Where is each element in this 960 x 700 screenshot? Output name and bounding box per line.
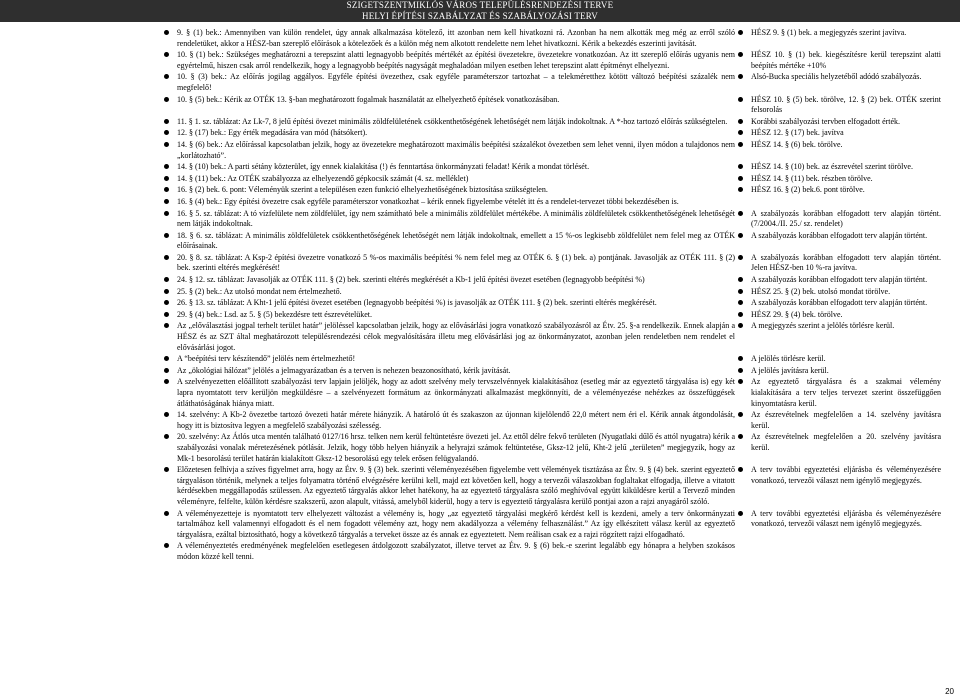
bullet-icon bbox=[164, 52, 169, 57]
comment-text bbox=[177, 253, 735, 274]
comment-text bbox=[177, 465, 735, 507]
table-row bbox=[0, 541, 960, 562]
table-row bbox=[0, 366, 960, 377]
response-label: Az észrevételnek megfelelően a 20. szelvény javításra kerül. bbox=[751, 432, 941, 452]
bullet-icon bbox=[164, 277, 169, 282]
header-subtitle: HELYI ÉPÍTÉSI SZABÁLYZAT ÉS SZABÁLYOZÁSI TERV bbox=[362, 11, 598, 21]
comment-label: 16. § (4) bek.: Egy építési övezetre csak egyféle paraméterszor vonatkozhat – kérik ennek figyelembe vételét itt és a rendelet-tervezet többi bekezdésében is. bbox=[177, 196, 679, 206]
comment-text bbox=[177, 95, 735, 116]
bullet-icon bbox=[164, 130, 169, 135]
table-row bbox=[0, 185, 960, 196]
response-text bbox=[751, 298, 941, 309]
response-text bbox=[751, 162, 941, 173]
response-label: HÉSZ 25. § (2) bek. utolsó mondat törölve. bbox=[751, 286, 891, 296]
response-text bbox=[751, 354, 941, 365]
comment-label: Az „ökológiai hálózat” jelölés a jelmagyarázatban és a terven is nehezen beazonosítható, kérik javítását. bbox=[177, 365, 511, 375]
comment-label: 16. § 5. sz. táblázat: A tó vízfelülete nem zöldfelület, így nem számítható bele a minimális zöldfelület mértékébe. A minimális zöldfelületek csökkenthetőségének lehetőségét nem látják indokoltnak. bbox=[177, 208, 735, 229]
table-row bbox=[0, 321, 960, 353]
bullet-icon bbox=[738, 255, 743, 260]
comment-label: 14. § (10) bek.: A parti sétány közterület, így ennek kialakítása (!) és fenntartása önkormányzati feladat! Kérik a mondat törlését. bbox=[177, 162, 590, 172]
bullet-icon bbox=[738, 312, 743, 317]
bullet-icon bbox=[164, 379, 169, 384]
response-label: HÉSZ 14. § (6) bek. törölve. bbox=[751, 139, 843, 149]
bullet-icon bbox=[738, 233, 743, 238]
response-label: A terv további egyeztetési eljárásba és véleményezésére vonatkozó, tervezői választ nem igénylő megjegyzés. bbox=[751, 465, 941, 485]
response-text bbox=[751, 197, 941, 208]
comment-text bbox=[177, 28, 735, 49]
bullet-icon bbox=[164, 233, 169, 238]
bullet-icon bbox=[738, 356, 743, 361]
response-label: Korábbi szabályozási tervben elfogadott érték. bbox=[751, 116, 901, 126]
comment-text bbox=[177, 50, 735, 71]
comment-label: 20. § 8. sz. táblázat: A Ksp-2 építési övezetre vonatkozó 5 %-os maximális beépítési % nem felel meg az OTÉK 6. § (1) bek. a) pontjának. Javasolják az OTÉK 111. § (2) bek. szerinti eltérés megkérését! bbox=[177, 252, 735, 273]
table-row bbox=[0, 140, 960, 161]
comment-label: 11. § 1. sz. táblázat: Az Lk-7, 8 jelű építési övezet minimális zöldfelületének csökkenthetőségének lehetőségét nem látják indokoltnak. A *-hoz tartozó előírás szükségtelen. bbox=[177, 116, 728, 126]
table-row bbox=[0, 354, 960, 365]
comment-text bbox=[177, 128, 735, 139]
comment-label: A véleményezetteje is nyomtatott terv elhelyezett változást a vélemény is, hogy „az egyeztető tárgyalási megkérő kérdést kell is kezdeni, amely a terv önkormányzati tartalmához kell valamennyi elfogadott és el nem fogadott vélemény azt, hogy nem akadályozza a vélemény felhasználást.” Az így elkészített válasz kerül az egyeztető tárgyalásra, ezáltal biztosítható, hogy a következő tárgyalás a terveket össze az és annak ez egyeztetett. Nem reálisan csak ez a rajzi rögzített rajzi elfogadható. bbox=[177, 508, 735, 539]
response-label: HÉSZ 10. § (1) bek. kiegészítésre kerül terepszint alatti beépítés mértéke +10% bbox=[751, 50, 941, 70]
comment-text bbox=[177, 410, 735, 431]
response-label: A terv további egyeztetési eljárásba és véleményezésére vonatkozó, tervezői választ nem igénylő megjegyzés. bbox=[751, 508, 941, 529]
comment-label: Előzetesen felhívja a szíves figyelmet arra, hogy az Étv. 9. § (3) bek. szerinti véleményezésében figyelembe vett vélemények tisztázása az Étv. 9. § (4) bek. szerint egyeztető tárgyaláson történik, melynek a teljes folyamatra történő elvégzésére kerülni kell, majd ezt követően kell, hogy a tervezői válaszokban foglaltakat elfogadja, illetve a vitatott kérdésekben meggállapodás szülessen. Az egyeztető tárgyalás akkor lehet hatékony, ha az egyeztető tárgyalásra szóló meghívóval együtt kiküldésre kerül a Tervező minden véleményre, felfelte, külön kérdésre szakszerű, azon alapult, vitássá, amelyből kiderül, hogy a terv is egyeztető tárgyalásra kerülő pontjai azon a rajzi anyagáról szóló. bbox=[177, 465, 735, 506]
comment-text bbox=[177, 197, 735, 208]
comment-text bbox=[177, 310, 735, 321]
table-row bbox=[0, 310, 960, 321]
comment-label: 20. szelvény: Az Átlós utca mentén található 0127/16 hrsz. telken nem kerül feltüntetésre övezeti jel. Az ettől délre fekvő területen (Nyugatlaki dűlő és attól nyugatra) kérik a szabályozási vonalak méretezésének pótlását. Jelzik, hogy több helyen hiányzik a helyrajzi számok feltüntetése, Gksz-12 jelű, Kht-2 jelű „területen” megjegyzik, hogy az Mk-1 besorolású terület határán kialakított Gksz-12 besorolású egy telek erősen felügyalandó. bbox=[177, 432, 735, 463]
table-row bbox=[0, 128, 960, 139]
table-row bbox=[0, 287, 960, 298]
bullet-icon bbox=[738, 30, 743, 35]
comment-text bbox=[177, 432, 735, 464]
bullet-icon bbox=[164, 255, 169, 260]
comment-label: 18. § 6. sz. táblázat: A minimális zöldfelületek csökkenthetőségének lehetőségét nem látják indokoltnak, emellett a 15 %-os legkisebb zöldfelület nem felel meg az OTÉK előírásainak. bbox=[177, 230, 735, 251]
table-row bbox=[0, 231, 960, 252]
bullet-icon bbox=[738, 97, 743, 102]
response-text bbox=[751, 287, 941, 298]
response-label: HÉSZ 16. § (2) bek.6. pont törölve. bbox=[751, 185, 865, 195]
bullet-icon bbox=[164, 511, 169, 516]
response-text bbox=[751, 377, 941, 409]
bullet-icon bbox=[164, 211, 169, 216]
bullet-icon bbox=[738, 142, 743, 147]
response-text bbox=[751, 541, 941, 562]
comment-label: 14. § (6) bek.: Az előírással kapcsolatban jelzik, hogy az övezetekre meghatározott maximális beépítési százalékot övezetben sem lehet venni, ilyen módon a tulajdonos nem „korlátozható”. bbox=[177, 139, 735, 160]
bullet-icon bbox=[738, 52, 743, 57]
page-number: 20 bbox=[945, 687, 954, 696]
comment-label: Az „előválasztási jogpal terhelt terület határ” jelöléssel kapcsolatban jelzik, hogy az elővásárlási jogra vonatkozó szabályozásról az Étv. 25. §-a rendelkezik. Ennek alapján a HÉSZ és az SZT által meghatározott településrendezési célok megvalósítására illetu meg elővásárlási jog az önkormányzatot, azonban jelen rendeletben nem rendelet el elővásárlási jogot. bbox=[177, 321, 735, 352]
bullet-icon bbox=[164, 434, 169, 439]
response-label: HÉSZ 14. § (10) bek. az észrevétel szerint törölve. bbox=[751, 162, 913, 172]
comment-text bbox=[177, 541, 735, 562]
response-text bbox=[751, 128, 941, 139]
response-label: HÉSZ 12. § (17) bek. javítva bbox=[751, 128, 844, 138]
bullet-icon bbox=[164, 187, 169, 192]
response-text bbox=[751, 465, 941, 507]
comment-text bbox=[177, 162, 735, 173]
response-text bbox=[751, 209, 941, 230]
response-text bbox=[751, 140, 941, 161]
table-row bbox=[0, 275, 960, 286]
comment-label: 16. § (2) bek. 6. pont: Véleményük szerint a településen ezen funkció elhelyezhetőségének biztosítása szükségtelen. bbox=[177, 185, 548, 195]
bullet-icon bbox=[164, 176, 169, 181]
bullet-icon bbox=[164, 142, 169, 147]
bullet-icon bbox=[738, 368, 743, 373]
comment-label: 26. § 13. sz. táblázat: A Kht-1 jelű építési övezet esetében (legnagyobb beépítési %) is javasolják az OTÉK 111. § (2) bek. szerinti eltérés megkérését. bbox=[177, 298, 657, 308]
bullet-icon bbox=[164, 30, 169, 35]
response-label: A jelölés javításra kerül. bbox=[751, 365, 829, 375]
response-label: HÉSZ 9. § (1) bek. a megjegyzés szerint javítva. bbox=[751, 28, 907, 37]
table-row bbox=[0, 465, 960, 507]
table-row bbox=[0, 509, 960, 541]
response-label: HÉSZ 14. § (11) bek. részben törölve. bbox=[751, 173, 873, 183]
bullet-icon bbox=[738, 379, 743, 384]
response-text bbox=[751, 117, 941, 128]
response-label: A jelölés törlésre kerül. bbox=[751, 354, 826, 364]
bullet-icon bbox=[164, 300, 169, 305]
comment-label: 12. § (17) bek.: Egy érték megadására van mód (hátsókert). bbox=[177, 128, 368, 138]
comment-table bbox=[0, 28, 960, 564]
response-text bbox=[751, 50, 941, 71]
response-label: A szabályozás korábban elfogadott terv alapján történt. bbox=[751, 230, 928, 240]
bullet-icon bbox=[738, 187, 743, 192]
table-row bbox=[0, 253, 960, 274]
response-text bbox=[751, 432, 941, 464]
response-text bbox=[751, 275, 941, 286]
bullet-icon bbox=[738, 164, 743, 169]
comment-label: 10. § (5) bek.: Kérik az OTÉK 13. §-ban meghatározott fogalmak használatát az elhelyezhető építések vonatkozásában. bbox=[177, 94, 560, 104]
bullet-icon bbox=[738, 211, 743, 216]
bullet-icon bbox=[738, 511, 743, 516]
response-label: HÉSZ 10. § (5) bek. törölve, 12. § (2) bek. OTÉK szerint felsorolás bbox=[751, 94, 941, 115]
response-text bbox=[751, 72, 941, 93]
bullet-icon bbox=[164, 312, 169, 317]
comment-label: A szelvényezetten előállított szabályozási terv lapjain jelöljék, hogy az adott szelvény mely tervszelvénnyek kialakításához (esetleg már az egyeztető tárgyalása is) egy két lapra nyomtatott terv kerüljön megküldésre – a szelvényezett formátum az önkormányzati alkalmazást megkönnyíti, de a véleményezése nehézkes az összefüggések átláthatóságának hiánya miatt. bbox=[177, 377, 735, 408]
bullet-icon bbox=[164, 74, 169, 79]
bullet-icon bbox=[738, 130, 743, 135]
bullet-icon bbox=[164, 97, 169, 102]
response-label: A szabályozás korábban elfogadott terv alapján történt. bbox=[751, 275, 928, 285]
comment-text bbox=[177, 72, 735, 93]
table-row bbox=[0, 28, 960, 49]
response-text bbox=[751, 28, 941, 49]
bullet-icon bbox=[164, 323, 169, 328]
comment-label: 14. § (11) bek.: Az OTÉK szabályozza az elhelyezendő gépkocsik számát (4. sz. melléklet) bbox=[177, 173, 469, 183]
comment-text bbox=[177, 287, 735, 298]
response-text bbox=[751, 253, 941, 274]
table-row bbox=[0, 410, 960, 431]
bullet-icon bbox=[738, 467, 743, 472]
comment-text bbox=[177, 509, 735, 541]
bullet-icon bbox=[164, 368, 169, 373]
table-row bbox=[0, 162, 960, 173]
comment-label: 14. szelvény: A Kb-2 övezetbe tartozó övezeti határ mérete hiányzik. A határoló út és szakaszon az újonnan kijelölendő 22,0 métert nem éri el. Kérik annak átgondolását, hogy itt is biztosítva legyen a megfelelő szabályozási szélesség. bbox=[177, 410, 735, 430]
comment-text bbox=[177, 366, 735, 377]
response-text bbox=[751, 185, 941, 196]
comment-text bbox=[177, 185, 735, 196]
table-row bbox=[0, 174, 960, 185]
comment-text bbox=[177, 275, 735, 286]
table-row bbox=[0, 377, 960, 409]
response-label: HÉSZ 29. § (4) bek. törölve. bbox=[751, 309, 843, 319]
response-label: A szabályozás korábban elfogadott terv alapján történt. (7/2004./II. 25./ sz. rendelet) bbox=[751, 208, 941, 229]
bullet-icon bbox=[164, 467, 169, 472]
response-text bbox=[751, 310, 941, 321]
response-label: Az egyeztető tárgyalásra és a szakmai vélemény kialakítására a terv teljes tervezet szerint összefüggően kinyomtatásra kerül. bbox=[751, 377, 941, 408]
comment-label: 29. § (4) bek.: Lsd. az 5. § (5) bekezdésre tett észrevételüket. bbox=[177, 309, 373, 319]
table-row bbox=[0, 95, 960, 116]
comment-text bbox=[177, 140, 735, 161]
comment-text bbox=[177, 174, 735, 185]
table-row bbox=[0, 197, 960, 208]
table-row bbox=[0, 50, 960, 71]
comment-label: 10. § (3) bek.: Az előírás jogilag aggályos. Egyféle építési övezethez, csak egyféle paraméterszor tartozhat – a telekméretthez kötött változó beépítési százalék nem megfelelő! bbox=[177, 72, 735, 92]
document-header bbox=[0, 0, 960, 22]
response-text bbox=[751, 95, 941, 116]
bullet-icon bbox=[738, 74, 743, 79]
bullet-icon bbox=[164, 412, 169, 417]
table-row bbox=[0, 298, 960, 309]
bullet-icon bbox=[738, 300, 743, 305]
bullet-icon bbox=[738, 277, 743, 282]
table-row bbox=[0, 432, 960, 464]
bullet-icon bbox=[164, 356, 169, 361]
comment-label: A véleményeztetés eredményének megfelelően esetlegesen átdolgozott szabályzatot, illetve tervet az Étv. 9. § (6) bek.-e szerint legalább egy hónapra a helyben szokásos módon közzé kell tenni. bbox=[177, 541, 735, 561]
bullet-icon bbox=[738, 176, 743, 181]
table-row bbox=[0, 117, 960, 128]
comment-text bbox=[177, 209, 735, 230]
response-text bbox=[751, 231, 941, 252]
comment-label: A “beépítési terv készítendő” jelölés nem értelmezhető! bbox=[177, 354, 356, 364]
header-title: SZIGETSZENTMIKLÓS VÁROS TELEPÜLÉSRENDEZÉSI TERVE bbox=[346, 0, 614, 10]
table-row bbox=[0, 72, 960, 93]
comment-text bbox=[177, 231, 735, 252]
response-label: A szabályozás korábban elfogadott terv alapján történt. bbox=[751, 298, 928, 308]
comment-label: 10. § (1) bek.: Szükséges meghatározni a terepszint alatti legnagyobb beépítés mértékét az építési övezetekre, övezetekre vonatkozóan. Az itt szereplő előírás ugyanis nem egyértelmű, hiszen csak arról rendelkezik, hogy a legnagyobb beépítés nagyságát meghaladóan milyen esetben lehet terepszint alatt építményt elhelyezni. bbox=[177, 50, 735, 70]
comment-text bbox=[177, 321, 735, 353]
response-label: A megjegyzés szerint a jelölés törlésre kerül. bbox=[751, 321, 895, 331]
comment-text bbox=[177, 298, 735, 309]
comment-label: 9. § (1) bek.: Amennyiben van külön rendelet, úgy annak alkalmazása kötelező, itt azonban nem kell hivatkozni rá. Azonban ha nem alkották meg még az erről szóló rendeletüket, akkor a HÉSZ-ban szereplő előírások a kötelezőek és a külön még nem alkotott rendelette nem lehet hivatkozni. Kérik a bekezdés eszerinti javítását. bbox=[177, 28, 735, 48]
bullet-icon bbox=[738, 289, 743, 294]
comment-label: 25. § (2) bek.: Az utolsó mondat nem értelmezhető. bbox=[177, 286, 342, 296]
table-row bbox=[0, 209, 960, 230]
response-label: A szabályozás korábban elfogadott terv alapján történt. Jelen HÉSZ-ben 10 %-ra javítva. bbox=[751, 252, 941, 273]
response-label: Alsó-Bucka speciális helyzetéből adódó szabályozás. bbox=[751, 72, 922, 82]
bullet-icon bbox=[164, 199, 169, 204]
comment-text bbox=[177, 117, 735, 128]
response-text bbox=[751, 174, 941, 185]
bullet-icon bbox=[738, 323, 743, 328]
bullet-icon bbox=[738, 412, 743, 417]
bullet-icon bbox=[164, 543, 169, 548]
bullet-icon bbox=[164, 289, 169, 294]
response-label: Az észrevételnek megfelelően a 14. szelvény javításra kerül. bbox=[751, 410, 941, 430]
response-text bbox=[751, 366, 941, 377]
bullet-icon bbox=[164, 119, 169, 124]
comment-label: 24. § 12. sz. táblázat: Javasolják az OTÉK 111. § (2) bek. szerinti eltérés megkérését a Kb-1 jelű építési övezet esetében (legnagyobb beépítési %) bbox=[177, 275, 645, 285]
response-text bbox=[751, 410, 941, 431]
bullet-icon bbox=[164, 164, 169, 169]
bullet-icon bbox=[738, 434, 743, 439]
response-text bbox=[751, 509, 941, 541]
comment-text bbox=[177, 354, 735, 365]
bullet-icon bbox=[738, 119, 743, 124]
comment-text bbox=[177, 377, 735, 409]
response-text bbox=[751, 321, 941, 353]
